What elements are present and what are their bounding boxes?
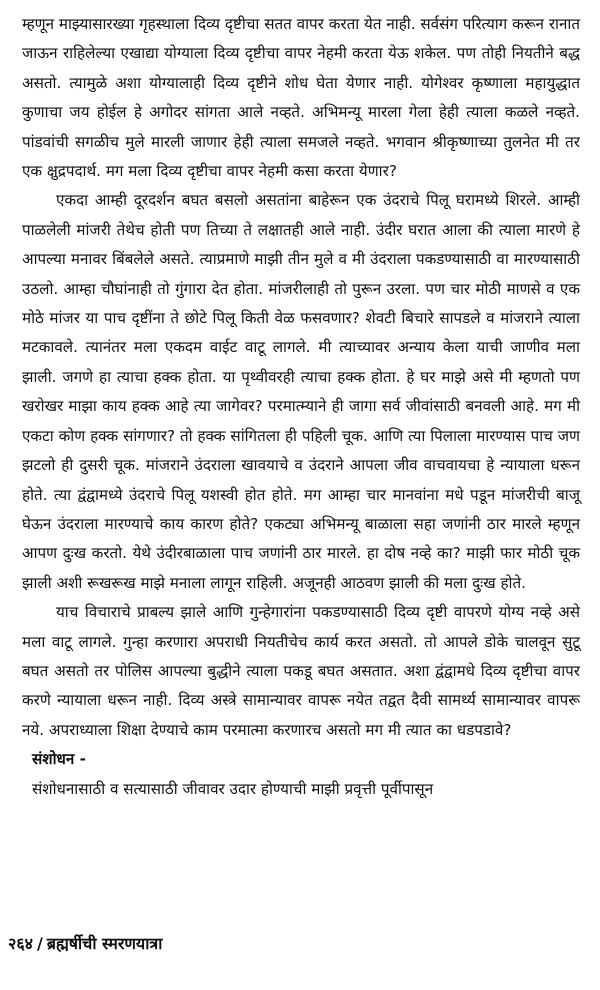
paragraph-1: म्हणून माझ्यासारख्या गृहस्थाला दिव्य दृष्टीचा सतत वापर करता येत नाही. सर्वसंग परित्याग करून रानात जाऊन राहिलेल्या एखाद्या योग्याला दिव्य दृष्टीचा वापर नेहमी करता येऊ शकेल. पण तोही नियतीने बद्ध असतो. त्यामुळे अशा योग्यालाही दिव्य दृष्टीने शोध घेता येणार नाही. योगेश्वर कृष्णाला महायुद्धात कुणाचा जय होईल हे अगोदर सांगता आले नव्हते. अभिमन्यू मारला गेला हेही त्याला कळले नव्हते. पांडवांची सगळीच मुले मारली जाणार हेही त्याला समजले नव्हते. भगवान श्रीकृष्णाच्या तुलनेत मी तर एक क्षुद्रपदार्थ. मग मला दिव्य दृष्टीचा वापर नेहमी कसा करता येणार? — [22, 15, 580, 181]
page-content — [22, 10, 580, 804]
footer-separator: / — [36, 934, 43, 953]
page-footer — [8, 932, 162, 954]
book-title: ब्रह्मर्षीची स्मरणयात्रा — [46, 934, 163, 953]
section-heading: संशोधन - — [32, 750, 86, 769]
paragraph-3: याच विचाराचे प्राबल्य झाले आणि गुन्हेगारांना पकडण्यासाठी दिव्य दृष्टी वापरणे योग्य नव्हे असे मला वाटू लागले. गुन्हा करणारा अपराधी नियतीचेच कार्य करत असतो. तो आपले डोके चालवून सुटू बघत असतो तर पोलिस आपल्या बुद्धीने त्याला पकडू बघत असतात. अशा द्वंद्वामधे दिव्य दृष्टीचा वापर करणे न्यायाला धरून नाही. दिव्य अस्त्रे सामान्यावर वापरू नयेत तद्वत दैवी सामर्थ्य सामान्यावर वापरू नये. अपराध्याला शिक्षा देण्याचे काम परमात्मा करणारच असतो मग मी त्यात का धडपडावे? — [22, 603, 580, 739]
paragraph-2: एकदा आम्ही दूरदर्शन बघत बसलो असतांना बाहेरून एक उंदराचे पिलू घरामध्ये शिरले. आम्ही पाळलेली मांजरी तेथेच होती पण तिच्या ते लक्षातही आले नाही. उंदीर घरात आला की त्याला मारणे हे आपल्या मनावर बिंबलेले असते. त्याप्रमाणे माझी तीन मुले व मी उंदराला पकडण्यासाठी वा मारण्यासाठी उठलो. आम्हा चौघांनाही तो गुंगारा देत होता. मांजरीलाही तो पुरून उरला. पण चार मोठी माणसे व एक मोठे मांजर या पाच दृष्टींना ते छोटे पिलू किती वेळ फसवणार? शेवटी बिचारे सापडले व मांजराने त्याला मटकावले. त्यानंतर मला एकदम वाईट वाटू लागले. मी त्याच्यावर अन्याय केला याची जाणीव मला झाली. जगणे हा त्याचा हक्क होता. या पृथ्वीवरही त्याचा हक्क होता. हे घर माझे असे मी म्हणतो पण खरोखर माझा काय हक्क आहे त्या जागेवर? परमात्म्याने ही जागा सर्व जीवांसाठी बनवली आहे. मग मी एकटा कोण हक्क सांगणार? तो हक्क सांगितला ही पहिली चूक. आणि त्या पिलाला मारण्यास पाच जण झटलो ही दुसरी चूक. मांजराने उंदराला खावयाचे व उंदराने आपला जीव वाचवायचा हे न्यायाला धरून होते. त्या द्वंद्वामध्ये उंदराचे पिलू यशस्वी होत होते. मग आम्हा चार मानवांना मधे पडून मांजरीची बाजू घेऊन उंदराला मारण्याचे काय कारण होते? एकट्या अभिमन्यू बाळाला सहा जणांनी ठार मारले म्हणून आपण दुःख करतो. येथे उंदीरबाळाला पाच जणांनी ठार मारले. हा दोष नव्हे का? माझी फार मोठी चूक झाली अशी रूखरूख माझे मनाला लागून राहिली. अजूनही आठवण झाली की मला दुःख होते. — [22, 191, 580, 592]
page-number: २६४ — [8, 934, 33, 953]
section-text: संशोधनासाठी व सत्यासाठी जीवावर उदार होण्याची माझी प्रवृत्ती पूर्वीपासून — [32, 779, 434, 798]
